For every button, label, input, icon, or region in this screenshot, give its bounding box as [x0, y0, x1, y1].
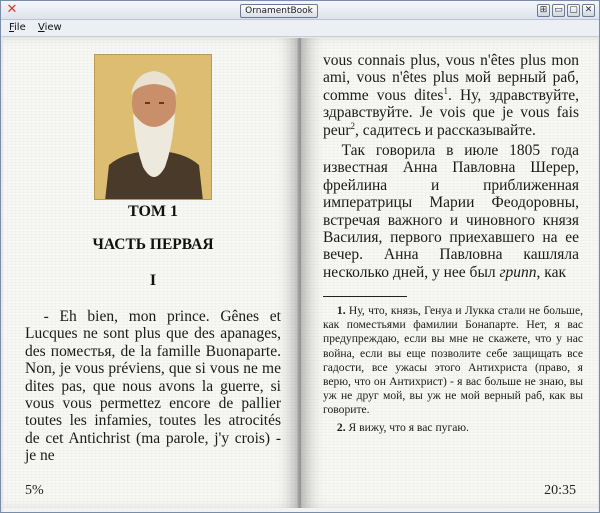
- footnote-ref[interactable]: 2: [350, 120, 356, 131]
- paragraph: Так говорила в июле 1805 года известная Анна Павловна Шерер, фрейлина и приближенная императрицы Марии Феодоровны, встречая важного и чиновного князя Василия, первого приехавшего на ее вечер. Анна Павловна кашляла несколько дней, у нее был грипп, как: [323, 142, 579, 281]
- clock: 20:35: [544, 483, 576, 498]
- paragraph: - Eh bien, mon prince. Gênes et Lucques ne sont plus que des apanages, des поместья, de la famille Buonaparte. Non, je vous préviens, que si vous ne me dites pas, que nous avons la guerre, si vous vous permettez encore de pallier toutes les infamies, toutes les atrocités de cet Antichrist (ma parole, j'y crois) - je ne: [25, 308, 281, 465]
- footnote-divider: [323, 296, 407, 297]
- menu-view[interactable]: View: [38, 22, 62, 33]
- maximize-button[interactable]: ▢: [567, 4, 580, 17]
- right-page[interactable]: [301, 38, 598, 508]
- footnote-2: 2. Я вижу, что я вас пугаю.: [336, 420, 469, 434]
- book-view[interactable]: [3, 38, 598, 512]
- title-bar[interactable]: [1, 1, 599, 20]
- footnotes: [323, 304, 583, 438]
- progress-indicator: 5%: [25, 483, 44, 498]
- footnote-1: 1. Ну, что, князь, Генуа и Лукка стали не больше, как поместьями фамилии Бонапарте. Нет, я вас предупреждаю, если вы мне не скажете, что у нас война, если вы еще позволите себе защищать все гадости, все ужасы этого Антихриста (право, я верю, что он Антихрист) - я вас больше не знаю, вы уж не друг мой, вы уж не мой верный раб, как вы говорите.: [323, 304, 583, 417]
- paragraph: vous connais plus, vous n'êtes plus mon ami, vous n'êtes plus мой верный раб, comme vous dites$^1$. Ну, здравствуйте, здравствуйте. Je vois que je vous fais peur$^2$, садитесь и рассказывайте.: [323, 52, 579, 139]
- part-heading: ЧАСТЬ ПЕРВАЯ: [92, 236, 214, 253]
- close-button[interactable]: ✕: [582, 4, 595, 17]
- menu-bar: [1, 20, 599, 37]
- author-portrait: [94, 54, 212, 200]
- left-page[interactable]: [3, 38, 299, 508]
- right-page-text: [323, 52, 579, 281]
- app-icon[interactable]: ✕: [6, 2, 18, 17]
- volume-heading: ТОМ 1: [127, 203, 178, 220]
- window-title: OrnamentBook: [240, 4, 318, 18]
- footnote-ref[interactable]: 1: [443, 85, 448, 96]
- left-page-text: [25, 308, 281, 465]
- menu-file[interactable]: File: [9, 22, 26, 33]
- tile-button[interactable]: ⊞: [537, 4, 550, 17]
- minimize-button[interactable]: ▭: [552, 4, 565, 17]
- chapter-heading: I: [149, 272, 157, 289]
